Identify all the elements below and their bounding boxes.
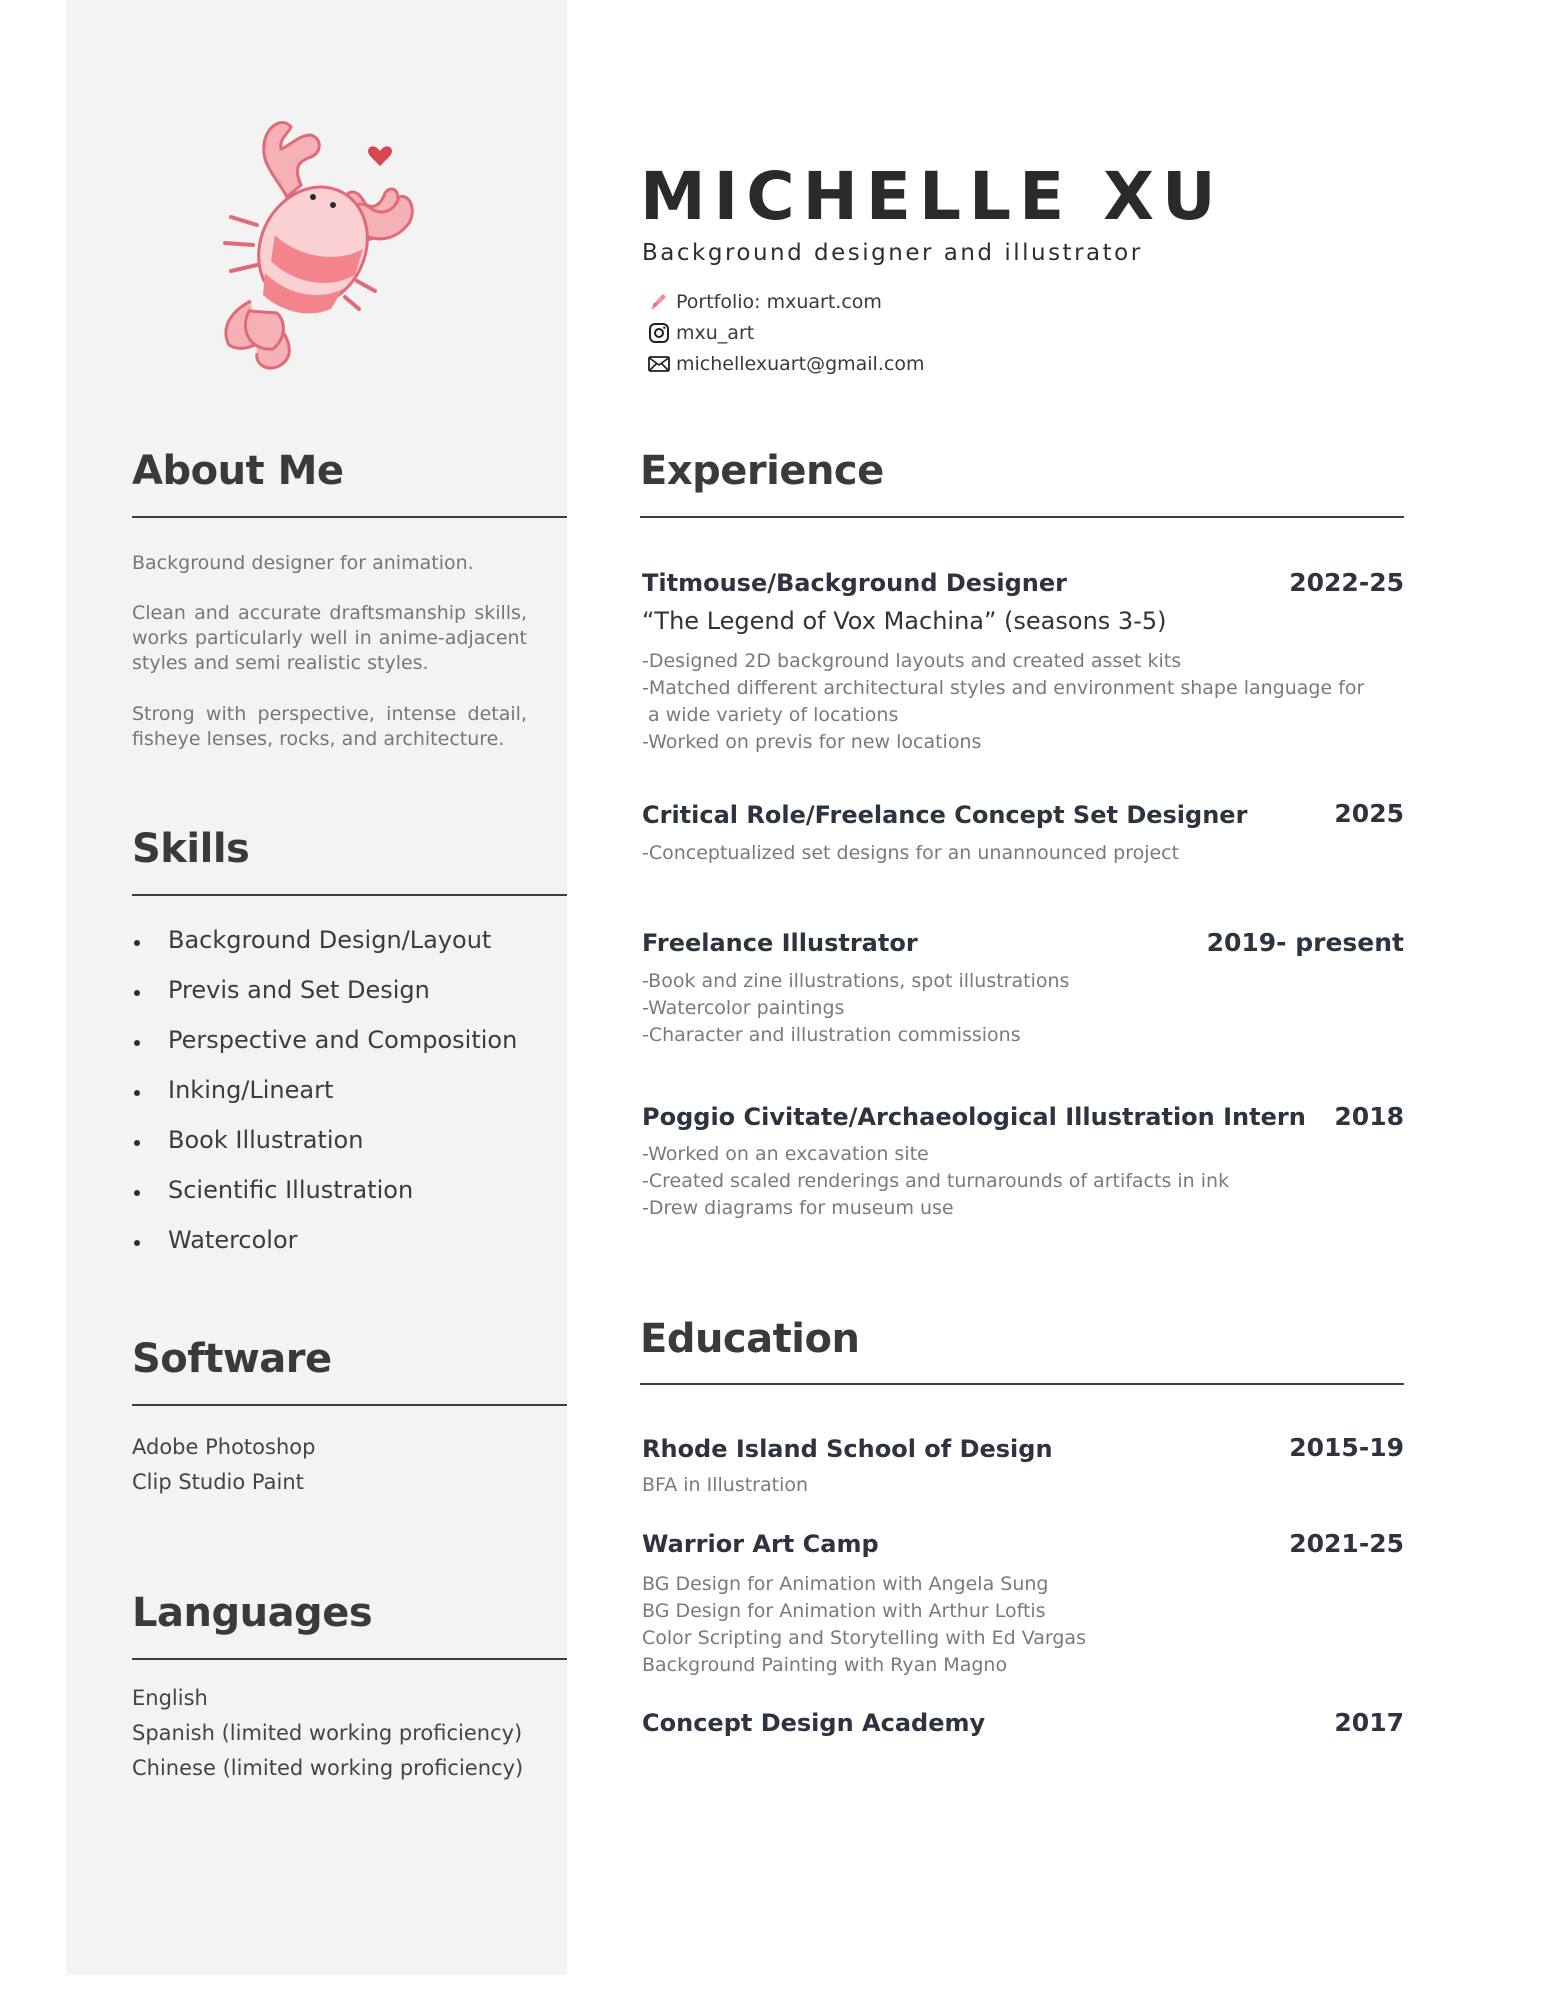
job-details [642,648,1382,756]
school-detail-line: BG Design for Animation with Arthur Loftis [642,1600,1046,1622]
school-detail-line: Color Scripting and Storytelling with Ed Vargas [642,1627,1086,1649]
job-date: 2022-25 [1289,568,1404,597]
skills-list [132,922,552,1272]
software-divider [132,1404,567,1406]
job-detail-line: a wide variety of locations [642,704,899,726]
school-detail-line: BG Design for Animation with Angela Sung [642,1573,1049,1595]
about-title: About Me [132,448,344,494]
skill-item [132,972,552,1022]
language-item: Spanish (limited working proficiency) [132,1721,523,1745]
email-text: michellexuart@gmail.com [676,352,925,375]
languages-title: Languages [132,1590,373,1636]
job-title: Titmouse/Background Designer [642,569,1067,597]
lobster-logo-icon [195,105,455,370]
portfolio-text: Portfolio: mxuart.com [676,290,882,313]
bullet-icon [134,940,140,946]
skill-label: Previs and Set Design [168,976,430,1004]
job-details [642,840,1382,867]
job-detail-line: -Drew diagrams for museum use [642,1197,954,1219]
about-paragraph-3: Strong with perspective, intense detail, fisheye lenses, rocks, and architecture. [132,703,527,750]
job-detail-line: -Conceptualized set designs for an unannounced project [642,842,1180,864]
job-title: Freelance Illustrator [642,929,918,957]
bullet-icon [134,1190,140,1196]
skill-label: Scientific Illustration [168,1176,414,1204]
school-date: 2017 [1334,1708,1404,1737]
school-date: 2021-25 [1289,1529,1404,1558]
bullet-icon [134,1090,140,1096]
job-detail-line: -Character and illustration commissions [642,1024,1021,1046]
resume-name: MICHELLE XU [640,158,1224,235]
job-details [642,1141,1382,1222]
job-date: 2025 [1334,799,1404,828]
portfolio-link[interactable] [646,286,924,317]
experience-divider [640,516,1404,518]
school-detail-line: Background Painting with Ryan Magno [642,1654,1008,1676]
school-details [642,1472,1382,1499]
languages-divider [132,1658,567,1660]
skills-divider [132,894,567,896]
experience-title: Experience [640,448,884,494]
school-name: Warrior Art Camp [642,1530,879,1558]
software-title: Software [132,1336,332,1382]
brush-icon [646,289,672,315]
skill-label: Perspective and Composition [168,1026,518,1054]
job-detail-line: -Designed 2D background layouts and created asset kits [642,650,1182,672]
software-item: Clip Studio Paint [132,1470,304,1494]
bullet-icon [134,1140,140,1146]
job-title: Poggio Civitate/Archaeological Illustration Intern [642,1103,1306,1131]
instagram-icon [646,320,672,346]
job-detail-line: -Book and zine illustrations, spot illustrations [642,970,1070,992]
instagram-text: mxu_art [676,321,755,344]
skill-item [132,1072,552,1122]
education-divider [640,1383,1404,1385]
school-name: Concept Design Academy [642,1709,986,1737]
school-date: 2015-19 [1289,1433,1404,1462]
job-title: Critical Role/Freelance Concept Set Designer [642,801,1248,829]
job-details [642,968,1382,1049]
education-title: Education [640,1316,860,1362]
school-name: Rhode Island School of Design [642,1435,1053,1463]
job-date: 2019- present [1206,928,1404,957]
mail-icon [646,351,672,377]
instagram-link[interactable] [646,317,924,348]
email-link[interactable] [646,348,924,379]
skill-item [132,1222,552,1272]
job-detail-line: -Watercolor paintings [642,997,845,1019]
skill-item [132,922,552,972]
job-detail-line: -Created scaled renderings and turnarounds of artifacts in ink [642,1170,1230,1192]
skill-item [132,1172,552,1222]
job-date: 2018 [1334,1102,1404,1131]
skill-item [132,1122,552,1172]
about-divider [132,516,567,518]
skill-label: Inking/Lineart [168,1076,334,1104]
skill-label: Background Design/Layout [168,926,492,954]
school-details [642,1571,1382,1679]
software-item: Adobe Photoshop [132,1435,316,1459]
language-item: English [132,1686,208,1710]
about-paragraph-1: Background designer for animation. [132,552,474,574]
job-detail-line: -Matched different architectural styles and environment shape language for [642,677,1365,699]
skill-label: Book Illustration [168,1126,364,1154]
bullet-icon [134,990,140,996]
resume-tagline: Background designer and illustrator [642,240,1143,266]
bullet-icon [134,1040,140,1046]
job-subtitle: “The Legend of Vox Machina” (seasons 3-5) [642,607,1167,635]
bullet-icon [134,1240,140,1246]
contact-block [646,286,924,379]
software-list [132,1430,315,1500]
job-detail-line: -Worked on previs for new locations [642,731,982,753]
about-paragraph-2: Clean and accurate draftsmanship skills, works particularly well in anime-adjacent styles and semi realistic styles. [132,602,527,674]
languages-list [132,1681,523,1786]
school-detail-line: BFA in Illustration [642,1474,809,1496]
skill-item [132,1022,552,1072]
skills-title: Skills [132,826,250,872]
job-detail-line: -Worked on an excavation site [642,1143,929,1165]
language-item: Chinese (limited working proficiency) [132,1756,524,1780]
skill-label: Watercolor [168,1226,298,1254]
